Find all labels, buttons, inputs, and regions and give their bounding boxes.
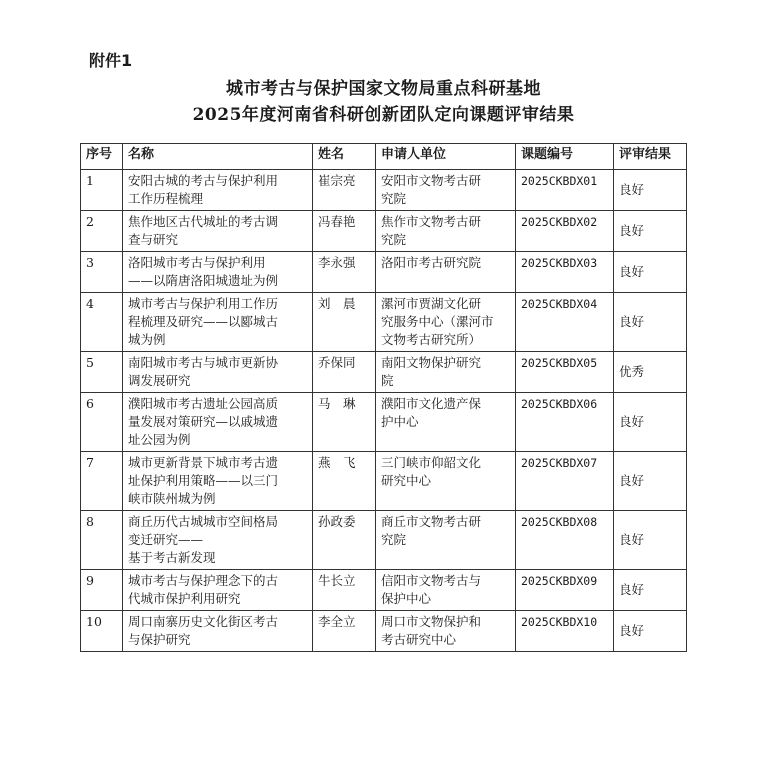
cell-unit [376, 511, 516, 570]
cell-unit [376, 570, 516, 611]
cell-index [81, 293, 123, 352]
document-title-line2: 2025年度河南省科研创新团队定向课题评审结果 [192, 105, 575, 125]
cell-name [123, 352, 313, 393]
cell-person [313, 352, 376, 393]
cell-index-text: 7 [86, 455, 94, 470]
table-row [81, 252, 687, 293]
cell-result [614, 170, 687, 211]
cell-code-text: 2025CKBDX10 [521, 615, 598, 629]
cell-unit-text: 焦作市文物考古研 究院 [381, 214, 482, 247]
cell-result-text: 良好 [619, 223, 645, 238]
cell-code-text: 2025CKBDX06 [521, 397, 598, 411]
cell-index [81, 211, 123, 252]
cell-person [313, 293, 376, 352]
cell-code-text: 2025CKBDX07 [521, 456, 598, 470]
cell-name-text: 城市更新背景下城市考古遗 址保护利用策略——以三门 峡市陕州城为例 [128, 455, 279, 506]
cell-index [81, 611, 123, 652]
cell-index-text: 10 [86, 614, 102, 629]
cell-result [614, 352, 687, 393]
cell-person [313, 452, 376, 511]
cell-name-text: 城市考古与保护利用工作历 程梳理及研究——以郾城古 城为例 [128, 296, 279, 347]
cell-code [516, 511, 614, 570]
cell-result-text: 良好 [619, 182, 645, 197]
cell-result [614, 211, 687, 252]
header-name: 名称 [123, 144, 313, 170]
cell-index [81, 570, 123, 611]
header-code: 课题编号 [516, 144, 614, 170]
results-table [80, 143, 687, 652]
cell-person-text: 牛长立 [318, 573, 356, 588]
cell-code [516, 252, 614, 293]
table-header-row [81, 144, 687, 170]
cell-unit-text: 洛阳市考古研究院 [381, 255, 482, 270]
cell-person [313, 211, 376, 252]
cell-result [614, 611, 687, 652]
cell-index-text: 6 [86, 396, 94, 411]
cell-result [614, 570, 687, 611]
cell-code [516, 170, 614, 211]
cell-index-text: 8 [86, 514, 94, 529]
cell-name [123, 511, 313, 570]
cell-person-text: 崔宗亮 [318, 173, 356, 188]
cell-person [313, 511, 376, 570]
cell-code-text: 2025CKBDX03 [521, 256, 598, 270]
cell-code-text: 2025CKBDX01 [521, 174, 598, 188]
cell-person-text: 马 琳 [318, 396, 356, 411]
cell-result-text: 良好 [619, 473, 645, 488]
cell-name-text: 南阳城市考古与城市更新协 调发展研究 [128, 355, 279, 388]
table-row [81, 452, 687, 511]
cell-code [516, 570, 614, 611]
cell-index-text: 2 [86, 214, 94, 229]
cell-name [123, 293, 313, 352]
cell-unit [376, 252, 516, 293]
cell-index [81, 170, 123, 211]
cell-person [313, 611, 376, 652]
attachment-label: 附件1 [89, 51, 133, 70]
cell-name [123, 211, 313, 252]
cell-code [516, 211, 614, 252]
header-index: 序号 [81, 144, 123, 170]
header-result: 评审结果 [614, 144, 687, 170]
cell-unit [376, 293, 516, 352]
cell-unit [376, 211, 516, 252]
cell-result-text: 良好 [619, 414, 645, 429]
cell-unit [376, 452, 516, 511]
table-row [81, 393, 687, 452]
cell-unit-text: 南阳文物保护研究 院 [381, 355, 482, 388]
cell-unit [376, 170, 516, 211]
cell-person-text: 李永强 [318, 255, 356, 270]
cell-result-text: 良好 [619, 623, 645, 638]
cell-result [614, 452, 687, 511]
cell-result-text: 优秀 [619, 364, 645, 379]
cell-index [81, 352, 123, 393]
cell-unit-text: 三门峡市仰韶文化 研究中心 [381, 455, 482, 488]
cell-person [313, 570, 376, 611]
header-person: 姓名 [313, 144, 376, 170]
cell-person [313, 252, 376, 293]
cell-unit-text: 漯河市贾湖文化研 究服务中心（漯河市 文物考古研究所） [381, 296, 494, 347]
cell-result-text: 良好 [619, 314, 645, 329]
cell-unit-text: 安阳市文物考古研 究院 [381, 173, 482, 206]
cell-index [81, 511, 123, 570]
cell-name-text: 焦作地区古代城址的考古调 查与研究 [128, 214, 279, 247]
cell-unit [376, 611, 516, 652]
cell-index-text: 4 [86, 296, 94, 311]
cell-name [123, 393, 313, 452]
cell-code [516, 611, 614, 652]
cell-code [516, 293, 614, 352]
cell-person-text: 孙政委 [318, 514, 356, 529]
cell-result [614, 511, 687, 570]
cell-unit [376, 352, 516, 393]
cell-index [81, 393, 123, 452]
cell-unit-text: 周口市文物保护和 考古研究中心 [381, 614, 482, 647]
cell-name-text: 安阳古城的考古与保护利用 工作历程梳理 [128, 173, 279, 206]
cell-name [123, 611, 313, 652]
cell-code-text: 2025CKBDX09 [521, 574, 598, 588]
cell-index-text: 3 [86, 255, 94, 270]
cell-person-text: 李全立 [318, 614, 356, 629]
cell-unit-text: 濮阳市文化遗产保 护中心 [381, 396, 482, 429]
table-row [81, 211, 687, 252]
cell-index-text: 9 [86, 573, 94, 588]
cell-result [614, 293, 687, 352]
cell-unit-text: 信阳市文物考古与 保护中心 [381, 573, 482, 606]
document-title-line1: 城市考古与保护国家文物局重点科研基地 [226, 79, 541, 99]
cell-person-text: 刘 晨 [318, 296, 356, 311]
cell-name [123, 452, 313, 511]
table-row [81, 570, 687, 611]
cell-result-text: 良好 [619, 532, 645, 547]
cell-person-text: 冯春艳 [318, 214, 356, 229]
cell-result-text: 良好 [619, 582, 645, 597]
cell-code [516, 393, 614, 452]
cell-name-text: 洛阳城市考古与保护利用 ——以隋唐洛阳城遗址为例 [128, 255, 279, 288]
cell-code-text: 2025CKBDX08 [521, 515, 598, 529]
cell-code-text: 2025CKBDX05 [521, 356, 598, 370]
table-row [81, 611, 687, 652]
cell-name-text: 濮阳城市考古遗址公园高质 量发展对策研究—以戚城遗 址公园为例 [128, 396, 279, 447]
table-row [81, 511, 687, 570]
cell-unit [376, 393, 516, 452]
cell-name [123, 570, 313, 611]
cell-name-text: 商丘历代古城城市空间格局 变迁研究—— 基于考古新发现 [128, 514, 279, 565]
cell-code-text: 2025CKBDX02 [521, 215, 598, 229]
cell-person-text: 乔保同 [318, 355, 356, 370]
cell-result [614, 393, 687, 452]
cell-code-text: 2025CKBDX04 [521, 297, 598, 311]
cell-index-text: 1 [86, 173, 94, 188]
cell-name [123, 170, 313, 211]
cell-result-text: 良好 [619, 264, 645, 279]
header-unit: 申请人单位 [376, 144, 516, 170]
cell-person [313, 393, 376, 452]
cell-result [614, 252, 687, 293]
table-row [81, 352, 687, 393]
cell-name-text: 城市考古与保护理念下的古 代城市保护利用研究 [128, 573, 279, 606]
cell-name [123, 252, 313, 293]
table-row [81, 293, 687, 352]
cell-code [516, 452, 614, 511]
cell-person [313, 170, 376, 211]
cell-code [516, 352, 614, 393]
cell-name-text: 周口南寨历史文化街区考古 与保护研究 [128, 614, 279, 647]
table-row [81, 170, 687, 211]
cell-unit-text: 商丘市文物考古研 究院 [381, 514, 482, 547]
cell-person-text: 燕 飞 [318, 455, 356, 470]
cell-index [81, 252, 123, 293]
cell-index [81, 452, 123, 511]
cell-index-text: 5 [86, 355, 94, 370]
